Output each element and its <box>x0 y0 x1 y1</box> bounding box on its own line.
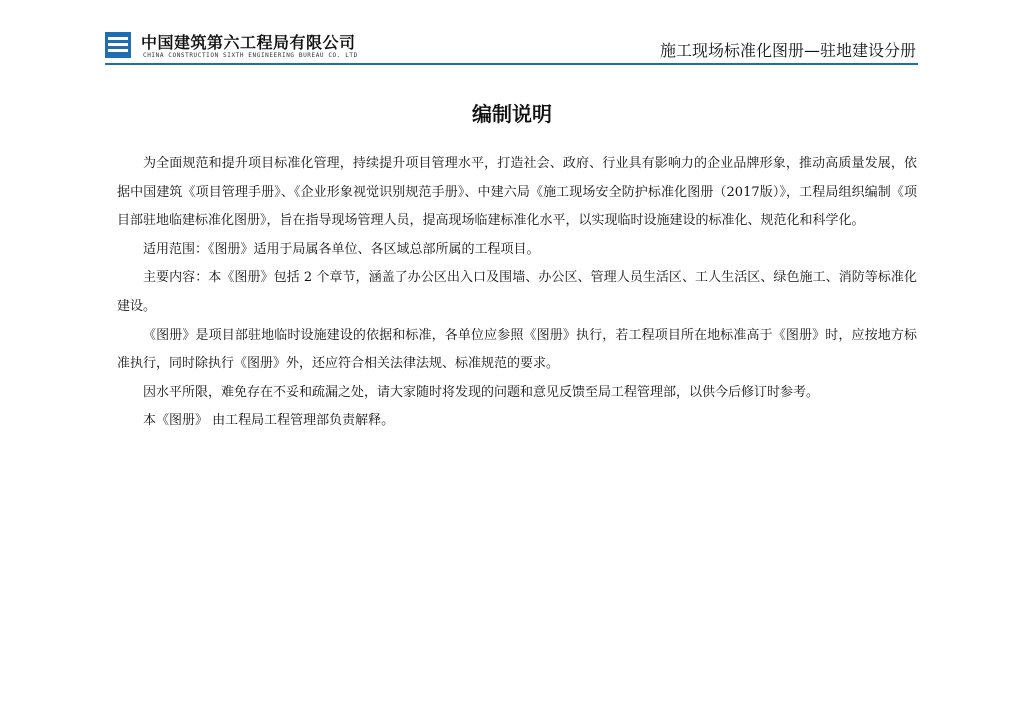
paragraph-contents: 主要内容：本《图册》包括 2 个章节，涵盖了办公区出入口及围墙、办公区、管理人员生活区、工人生活区、绿色施工、消防等标准化建设。 <box>117 270 917 314</box>
header-divider <box>105 63 918 65</box>
company-name-cn: 中国建筑第六工程局有限公司 <box>141 33 356 52</box>
company-name-en: CHINA CONSTRUCTION SIXTH ENGINEERING BUREAU CO. LTD <box>143 52 358 59</box>
paragraph-feedback: 因水平所限，难免存在不妥和疏漏之处，请大家随时将发现的问题和意见反馈至局工程管理部，以供今后修订时参考。 <box>143 384 820 400</box>
paragraph-basis: 《图册》是项目部驻地临时设施建设的依据和标准，各单位应参照《图册》执行，若工程项目所在地标准高于《图册》时，应按地方标准执行，同时除执行《图册》外，还应符合相关法律法规、标准规范的要求。 <box>117 327 917 372</box>
cscec-logo-icon <box>105 32 131 58</box>
paragraph-purpose: 为全面规范和提升项目标准化管理，持续提升项目管理水平，打造社会、政府、行业具有影响力的企业品牌形象，推动高质量发展，依据中国建筑《项目管理手册》、《企业形象视觉识别规范手册》、中建六局《施工现场安全防护标准化图册（2017版）》，工程局组织编制《项目部驻地临建标准化图册》，旨在指导现场管理人员，提高现场临建标准化水平，以实现临时设施建设的标准化、规范化和科学化。 <box>117 156 917 229</box>
paragraph-scope: 适用范围：《图册》适用于局属各单位、各区域总部所属的工程项目。 <box>143 241 540 257</box>
document-title: 编制说明 <box>472 102 552 126</box>
paragraph-interpretation: 本《图册》 由工程局工程管理部负责解释。 <box>143 413 395 429</box>
manual-title: 施工现场标准化图册—驻地建设分册 <box>659 41 916 60</box>
document-body <box>117 150 917 436</box>
page-header <box>105 30 918 66</box>
